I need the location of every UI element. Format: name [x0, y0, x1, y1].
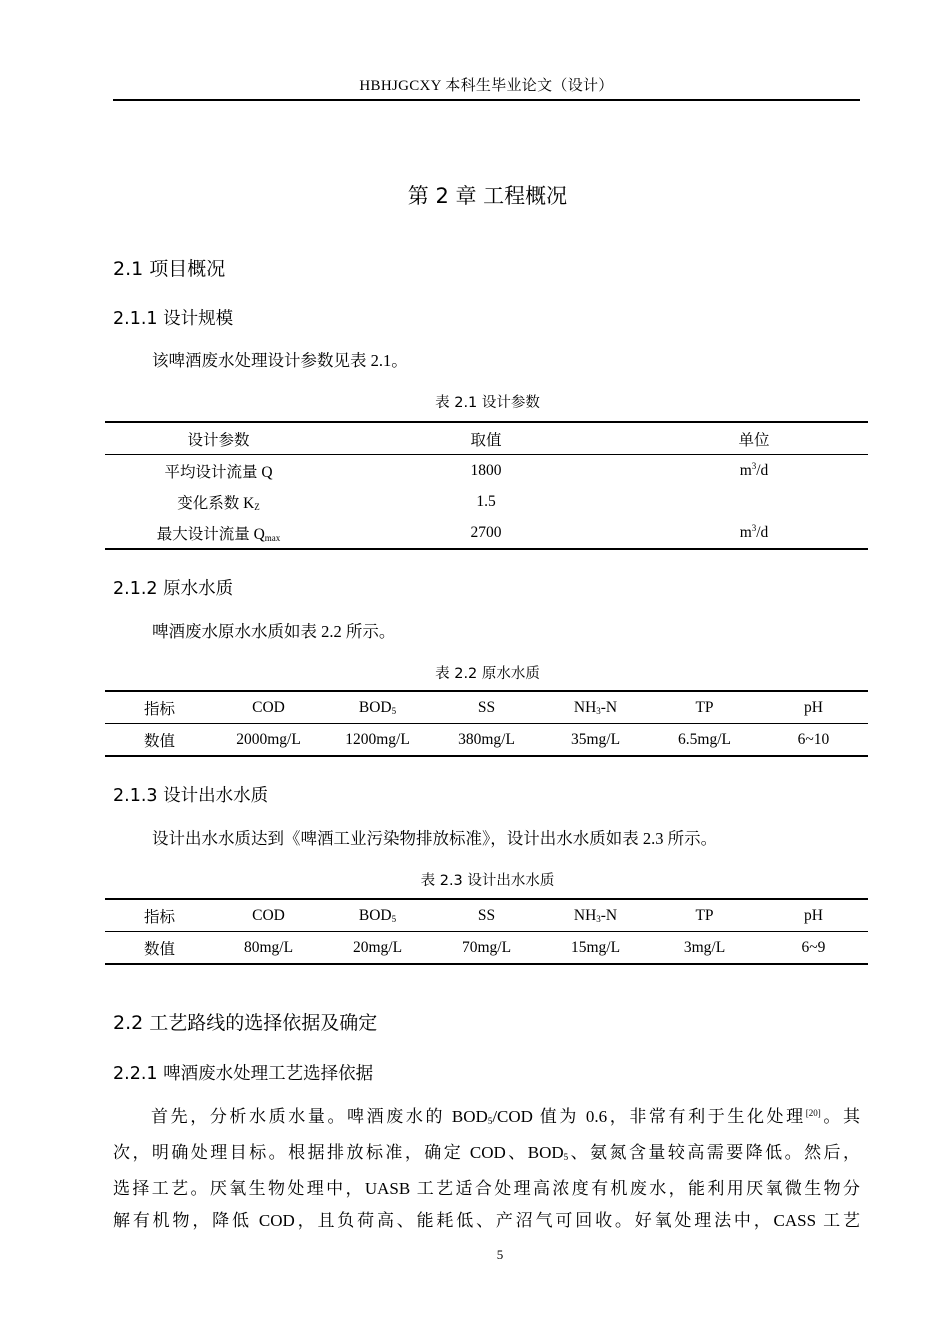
section-heading-2-1-3: 2.1.3 设计出水水质 [113, 786, 269, 806]
table-header-cell [323, 691, 432, 724]
table-header-cell: pH [759, 691, 868, 724]
body-line [113, 1137, 860, 1173]
col-subscript: 5 [391, 913, 397, 924]
param-label: 最大设计流量 Q [156, 525, 265, 543]
col-subscript: 5 [391, 705, 397, 716]
subscript: 5 [487, 1116, 493, 1126]
table-cell: 6~10 [759, 724, 868, 757]
table-header-cell: 指标 [105, 899, 214, 932]
col-label: NH [573, 906, 597, 924]
table-cell: 80mg/L [214, 932, 323, 965]
table-cell: 1.5 [476, 492, 496, 510]
col-subscript: 3 [596, 705, 601, 716]
col-tail: -N [600, 698, 618, 716]
col-tail: -N [600, 906, 618, 924]
table-caption-2-3: 表 2.3 设计出水水质 [420, 873, 555, 889]
effluent-water-quality-table [105, 898, 868, 965]
design-parameters-table [105, 421, 868, 550]
table-header-cell [323, 899, 432, 932]
table-row [105, 932, 868, 965]
body-line: 解有机物，降低 COD，且负荷高、能耗低、产沼气可回收。好氧处理法中，CASS 工艺 [113, 1211, 860, 1230]
table-cell: 1200mg/L [323, 724, 432, 757]
unit-superscript: 3 [751, 461, 757, 471]
section-heading-2-1-2: 2.1.2 原水水质 [113, 579, 234, 599]
paragraph-2-1-2: 啤酒废水原水水质如表 2.2 所示。 [152, 622, 396, 641]
table-cell [105, 455, 332, 487]
unit-tail: /d [756, 462, 769, 479]
page-number: 5 [496, 1247, 504, 1262]
raw-water-quality-table [105, 690, 868, 757]
table-cell [105, 486, 332, 517]
table-header-cell: SS [432, 899, 541, 932]
section-heading-2-1: 2.1 项目概况 [113, 258, 226, 280]
table-row [105, 517, 868, 549]
col-label: BOD [358, 906, 392, 924]
section-heading-2-2: 2.2 工艺路线的选择依据及确定 [113, 1012, 378, 1034]
table-row [105, 724, 868, 757]
table-cell: 70mg/L [432, 932, 541, 965]
table-header-cell: COD [214, 899, 323, 932]
param-subscript: max [264, 532, 281, 543]
param-label: 平均设计流量 Q [164, 463, 273, 481]
param-label: 变化系数 K [177, 494, 255, 512]
col-subscript: 3 [596, 913, 601, 924]
text-run: 。其 [820, 1107, 860, 1126]
col-label: BOD [358, 698, 392, 716]
table-cell: 6~9 [759, 932, 868, 965]
unit-superscript: 3 [751, 523, 757, 533]
subscript: 5 [563, 1152, 569, 1162]
table-cell: 380mg/L [432, 724, 541, 757]
table-cell: 数值 [105, 932, 214, 965]
section-heading-2-2-1: 2.2.1 啤酒废水处理工艺选择依据 [113, 1064, 374, 1084]
table-caption-2-1: 表 2.1 设计参数 [435, 395, 540, 411]
body-line [113, 1097, 860, 1137]
header-rule [113, 99, 860, 101]
page-header: HBHJGCXY 本科生毕业论文（设计） [359, 78, 614, 94]
table-header-cell: 指标 [105, 691, 214, 724]
table-cell: 1800 [332, 455, 640, 487]
table-row [105, 455, 868, 487]
table-caption-2-2: 表 2.2 原水水质 [435, 666, 540, 682]
table-cell: 15mg/L [541, 932, 650, 965]
table-cell: 2000mg/L [214, 724, 323, 757]
unit-base: m [739, 524, 752, 541]
text-run: 次，明确处理目标。根据排放标准，确定 COD、BOD [113, 1143, 564, 1162]
body-paragraph [113, 1097, 860, 1237]
table-cell: 6.5mg/L [650, 724, 759, 757]
table-header-cell: 设计参数 [105, 422, 332, 455]
table-header-cell: SS [432, 691, 541, 724]
table-header-cell: TP [650, 691, 759, 724]
table-header-cell: 取值 [332, 422, 640, 455]
table-cell [640, 517, 868, 549]
table-row [105, 486, 868, 517]
table-cell: 2700 [332, 517, 640, 549]
table-cell: 20mg/L [323, 932, 432, 965]
table-header-cell: COD [214, 691, 323, 724]
body-line: 选择工艺。厌氧生物处理中，UASB 工艺适合处理高浓度有机废水，能利用厌氧微生物分 [113, 1179, 860, 1198]
paragraph-2-1-3: 设计出水水质达到《啤酒工业污染物排放标准》，设计出水水质如表 2.3 所示。 [152, 829, 718, 848]
unit-base: m [739, 462, 752, 479]
table-cell [105, 517, 332, 549]
table-cell [640, 486, 868, 517]
text-run: /COD 值为 0.6，非常有利于生化处理 [492, 1107, 806, 1126]
section-heading-2-1-1: 2.1.1 设计规模 [113, 309, 234, 329]
col-label: NH [573, 698, 597, 716]
table-header-cell [541, 691, 650, 724]
table-cell [640, 455, 868, 487]
text-run: 、氨氮含量较高需要降低。然后， [568, 1143, 860, 1162]
table-header-row [105, 899, 868, 932]
table-header-cell: pH [759, 899, 868, 932]
citation-ref: [20] [805, 1108, 821, 1118]
table-header-row [105, 422, 868, 455]
table-cell: 数值 [105, 724, 214, 757]
unit-tail: /d [756, 524, 769, 541]
param-subscript: Z [254, 501, 260, 512]
table-header-cell: 单位 [640, 422, 868, 455]
table-cell: 35mg/L [541, 724, 650, 757]
table-header-cell [541, 899, 650, 932]
text-run: 首先，分析水质水量。啤酒废水的 BOD [151, 1107, 488, 1126]
table-cell: 3mg/L [650, 932, 759, 965]
paragraph-2-1-1: 该啤酒废水处理设计参数见表 2.1。 [152, 351, 408, 370]
table-header-cell: TP [650, 899, 759, 932]
table-header-row [105, 691, 868, 724]
chapter-title: 第 2 章 工程概况 [407, 184, 568, 208]
